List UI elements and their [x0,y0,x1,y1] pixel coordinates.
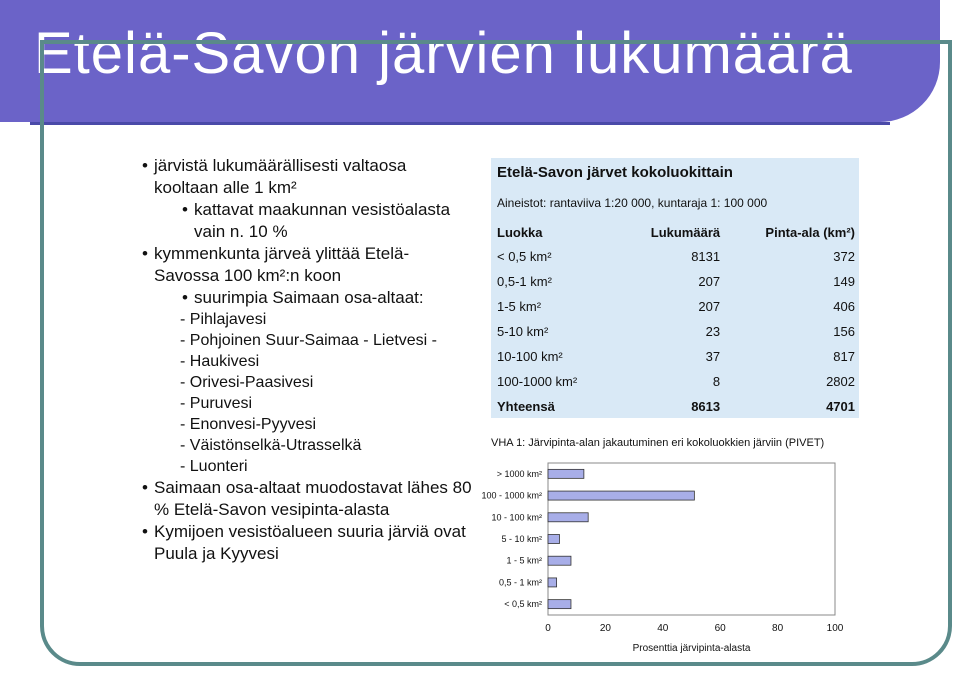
table-cell: 372 [833,249,855,264]
table-row [495,294,857,319]
y-tick-label: 100 - 1000 km² [481,490,542,501]
table-cell: 8131 [691,249,721,264]
sub-bullet-area-share: • kattavat maakunnan vesistöalasta vain n. 10 % [138,199,473,243]
table-cell: 149 [833,274,855,289]
table-cell: 2802 [826,374,855,389]
plot-area [548,463,835,615]
slide-content [138,155,868,660]
table-cell: 817 [833,349,855,364]
table-cell: 207 [698,299,721,314]
y-tick-label: < 0,5 km² [504,599,542,610]
table-cell: 100-1000 km² [497,374,578,389]
lake-list [138,309,473,477]
table-total-row [495,394,857,419]
table-cell: 8 [712,374,721,389]
lake-list-item: - Haukivesi [180,353,260,370]
table-row [495,369,857,394]
bar [548,578,557,587]
bar [548,469,584,478]
table-header-cell: Luokka [497,224,543,240]
slide-title: Etelä-Savon järvien lukumäärä [34,21,853,86]
bullet-saimaa-share: • Saimaan osa-altaat muodostavat lähes 80 % Etelä-Savon vesipinta-alasta [138,477,473,521]
lake-list-item: - Pihlajavesi [180,311,267,328]
table-cell: 10-100 km² [497,349,563,364]
lake-list-item: - Enonvesi-Pyyvesi [180,416,317,433]
table-cell: 156 [833,324,855,339]
table-cell: 207 [698,274,721,289]
bar [548,491,694,500]
table-row [495,244,857,269]
table-header-cell: Pinta-ala (km²) [765,224,855,240]
y-tick-label: 1 - 5 km² [506,555,542,566]
table-cell: 1-5 km² [497,299,542,314]
table-source: Aineistot: rantaviiva 1:20 000, kuntaraja 1: 100 000 [497,196,768,210]
x-tick-label: 60 [714,623,726,634]
y-tick-label: 10 - 100 km² [491,512,542,523]
x-tick-label: 80 [772,623,784,634]
table-body [495,244,857,419]
chart-title: VHA 1: Järvipinta-alan jakautuminen eri kokoluokkien järviin (PIVET) [491,437,825,449]
x-tick-label: 40 [657,623,669,634]
table-cell: 8613 [691,399,721,414]
bar [548,556,571,565]
table-row [495,319,857,344]
y-tick-label: > 1000 km² [496,468,542,479]
lake-size-table [495,220,857,419]
bullet-kymijoki: • Kymijoen vesistöalueen suuria järviä ovat Puula ja Kyyvesi [138,521,473,565]
table-title: Etelä-Savon järvet kokoluokittain [497,164,733,181]
table-cell: 23 [705,324,721,339]
table-cell: < 0,5 km² [497,249,552,264]
x-tick-label: 0 [545,623,551,634]
lake-list-item: - Luonteri [180,458,248,475]
bullet-large-lakes: • kymmenkunta järveä ylittää Etelä-Savossa 100 km²:n koon [138,243,473,287]
sub-bullet-saimaa-basins: • suurimpia Saimaan osa-altaat: [138,287,473,309]
y-tick-label: 0,5 - 1 km² [498,577,542,588]
bar [548,513,588,522]
table-cell: 4701 [826,399,855,414]
table-cell: 406 [833,299,855,314]
lake-list-item: - Orivesi-Paasivesi [180,374,314,391]
bar-chart [318,455,858,660]
table-header-cell: Lukumäärä [650,224,721,240]
table-row [495,269,857,294]
table-row [495,344,857,369]
lake-list-item: - Pohjoinen Suur-Saimaa - Lietvesi - [180,332,438,349]
bullet-small-lakes: • järvistä lukumäärällisesti valtaosa kooltaan alle 1 km² [138,155,473,199]
x-axis-label: Prosenttia järvipinta-alasta [632,643,751,654]
y-tick-label: 5 - 10 km² [501,534,542,544]
x-tick-label: 100 [826,623,844,634]
x-tick-label: 20 [599,623,611,634]
lake-list-item: - Väistönselkä-Utrasselkä [180,437,362,454]
table-header-row [495,220,857,244]
table-cell: 0,5-1 km² [497,274,552,289]
table-cell: 5-10 km² [497,324,549,339]
bar [548,600,571,609]
table-cell: Yhteensä [497,399,555,414]
lake-size-table-panel [491,158,859,418]
lake-list-item: - Puruvesi [180,395,253,412]
table-cell: 37 [705,349,721,364]
bar [548,535,559,544]
